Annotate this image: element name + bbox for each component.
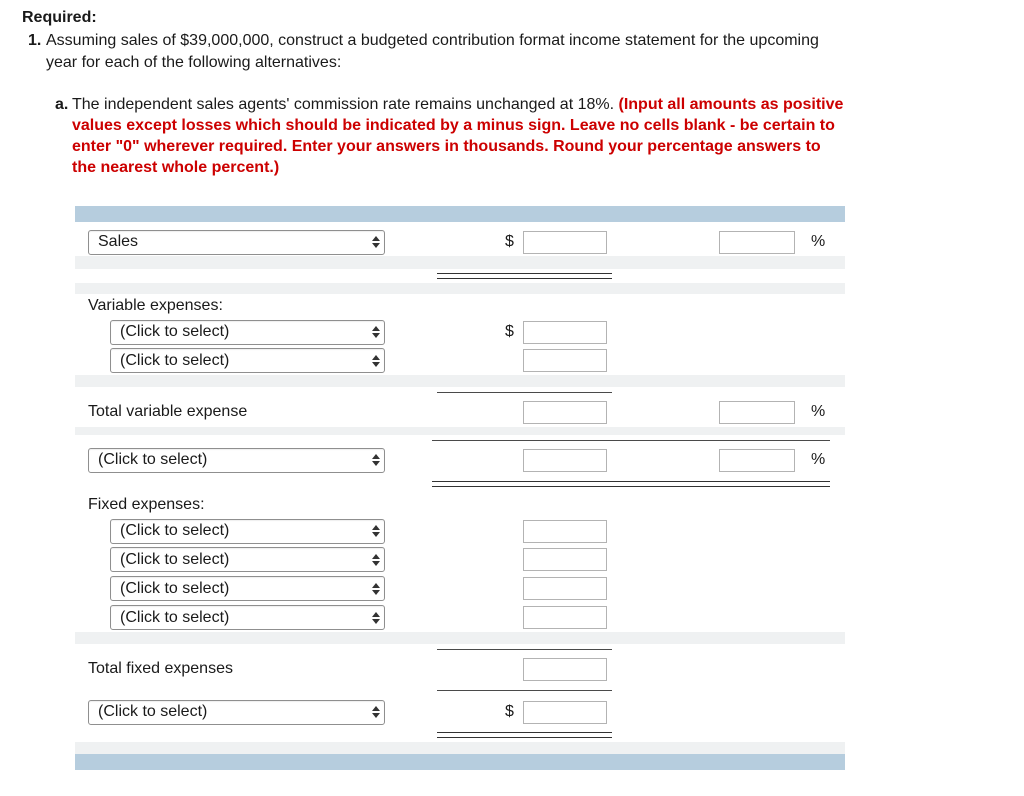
requirement-1a-instructions: (Input all amounts as positive values except losses which should be indicated by a minus sign. Leave no cells blank - be certain to enter "0" wherever required. Enter your answers in thousands. Round your percentage answers to the nearest whole percent.): [72, 96, 844, 176]
dropdown-spinner-icon: [372, 706, 380, 718]
requirement-1: [28, 30, 830, 74]
requirement-1a: [55, 94, 847, 178]
spacer: [75, 427, 845, 435]
total-fixed-expenses-row: [75, 654, 845, 684]
fixed-expense-amount-input-3[interactable]: [523, 577, 607, 600]
variable-expense-amount-input-1[interactable]: [523, 321, 607, 344]
percent-sign: %: [811, 233, 826, 250]
fixed-expense-dropdown-4[interactable]: [110, 605, 385, 630]
net-operating-income-row: [75, 697, 845, 727]
fixed-expense-dropdown-2[interactable]: [110, 547, 385, 572]
dropdown-spinner-icon: [372, 525, 380, 537]
fixed-expense-row-2: [75, 545, 845, 574]
dropdown-value: (Click to select): [98, 703, 208, 720]
total-fixed-amount-input[interactable]: [523, 658, 607, 681]
total-variable-expense-row: [75, 397, 845, 427]
dropdown-spinner-icon: [372, 355, 380, 367]
rule-row: [75, 684, 845, 697]
double-rule: [437, 732, 612, 738]
dollar-sign: $: [505, 323, 514, 340]
sales-dropdown-value: Sales: [98, 233, 139, 250]
single-rule: [437, 649, 612, 650]
contribution-margin-percent-input[interactable]: [719, 449, 795, 472]
total-variable-amount-input[interactable]: [523, 401, 607, 424]
contribution-margin-row: [75, 445, 845, 475]
variable-expense-row-2: [75, 346, 845, 375]
dropdown-spinner-icon: [372, 454, 380, 466]
spacer: [75, 375, 845, 387]
rule-row: [75, 475, 845, 493]
dropdown-value: (Click to select): [120, 608, 230, 626]
fixed-expense-amount-input-2[interactable]: [523, 548, 607, 571]
contribution-margin-amount-input[interactable]: [523, 449, 607, 472]
total-variable-expense-label: Total variable expense: [88, 403, 248, 420]
income-statement-worksheet: [75, 206, 845, 770]
rule-row: [75, 269, 845, 283]
sales-amount-input[interactable]: [523, 231, 607, 254]
dollar-sign: $: [505, 233, 514, 250]
sales-row: [75, 228, 845, 256]
single-rule: [437, 392, 612, 393]
fixed-expense-amount-input-1[interactable]: [523, 520, 607, 543]
fixed-expense-dropdown-3[interactable]: [110, 576, 385, 601]
total-fixed-expenses-label: Total fixed expenses: [88, 660, 233, 677]
dropdown-value: (Click to select): [120, 522, 230, 539]
percent-sign: %: [811, 451, 826, 468]
rule-row: [75, 644, 845, 654]
net-operating-income-dropdown[interactable]: [88, 700, 385, 725]
dropdown-spinner-icon: [372, 583, 380, 595]
fixed-expense-row-3: [75, 574, 845, 603]
fixed-expense-dropdown-1[interactable]: [110, 519, 385, 544]
rule-row: [75, 387, 845, 397]
dropdown-value: (Click to select): [120, 579, 230, 597]
variable-expenses-label: Variable expenses:: [88, 297, 223, 314]
fixed-expenses-label: Fixed expenses:: [88, 496, 205, 513]
dropdown-value: (Click to select): [98, 451, 208, 468]
variable-expense-row-1: [75, 318, 845, 346]
rule-row: [75, 727, 845, 742]
contribution-margin-dropdown[interactable]: [88, 448, 385, 473]
worksheet-bottom-bar: [75, 754, 845, 770]
net-operating-income-amount-input[interactable]: [523, 701, 607, 724]
requirement-1a-text: The independent sales agents' commission rate remains unchanged at 18%.: [72, 96, 619, 113]
dollar-sign: $: [505, 703, 514, 720]
dropdown-value: (Click to select): [120, 351, 230, 369]
dropdown-spinner-icon: [372, 612, 380, 624]
fixed-expense-amount-input-4[interactable]: [523, 606, 607, 629]
spacer: [75, 256, 845, 269]
requirement-1-text: Assuming sales of $39,000,000, construct a budgeted contribution format income statement for the upcoming year for each of the following alternatives:: [46, 32, 819, 71]
spacer: [75, 283, 845, 294]
dropdown-spinner-icon: [372, 554, 380, 566]
variable-expense-amount-input-2[interactable]: [523, 349, 607, 372]
total-variable-percent-input[interactable]: [719, 401, 795, 424]
variable-expenses-header-row: [75, 294, 845, 318]
sales-percent-input[interactable]: [719, 231, 795, 254]
dropdown-spinner-icon: [372, 236, 380, 248]
fixed-expense-row-4: [75, 603, 845, 632]
variable-expense-dropdown-2[interactable]: [110, 348, 385, 373]
dropdown-value: (Click to select): [120, 323, 230, 340]
spacer: [75, 742, 845, 754]
dropdown-spinner-icon: [372, 326, 380, 338]
requirement-1-number: 1.: [28, 32, 42, 49]
single-rule: [432, 440, 830, 441]
worksheet-top-bar: [75, 206, 845, 222]
required-heading: Required:: [22, 9, 97, 26]
double-rule: [432, 481, 830, 487]
fixed-expense-row-1: [75, 517, 845, 545]
rule-row: [75, 435, 845, 445]
spacer: [75, 632, 845, 644]
percent-sign: %: [811, 403, 826, 420]
single-rule: [437, 690, 612, 691]
fixed-expenses-header-row: [75, 493, 845, 517]
variable-expense-dropdown-1[interactable]: [110, 320, 385, 345]
double-rule: [437, 273, 612, 279]
dropdown-value: (Click to select): [120, 550, 230, 568]
sales-dropdown[interactable]: [88, 230, 385, 255]
requirement-1a-letter: a.: [55, 96, 69, 113]
